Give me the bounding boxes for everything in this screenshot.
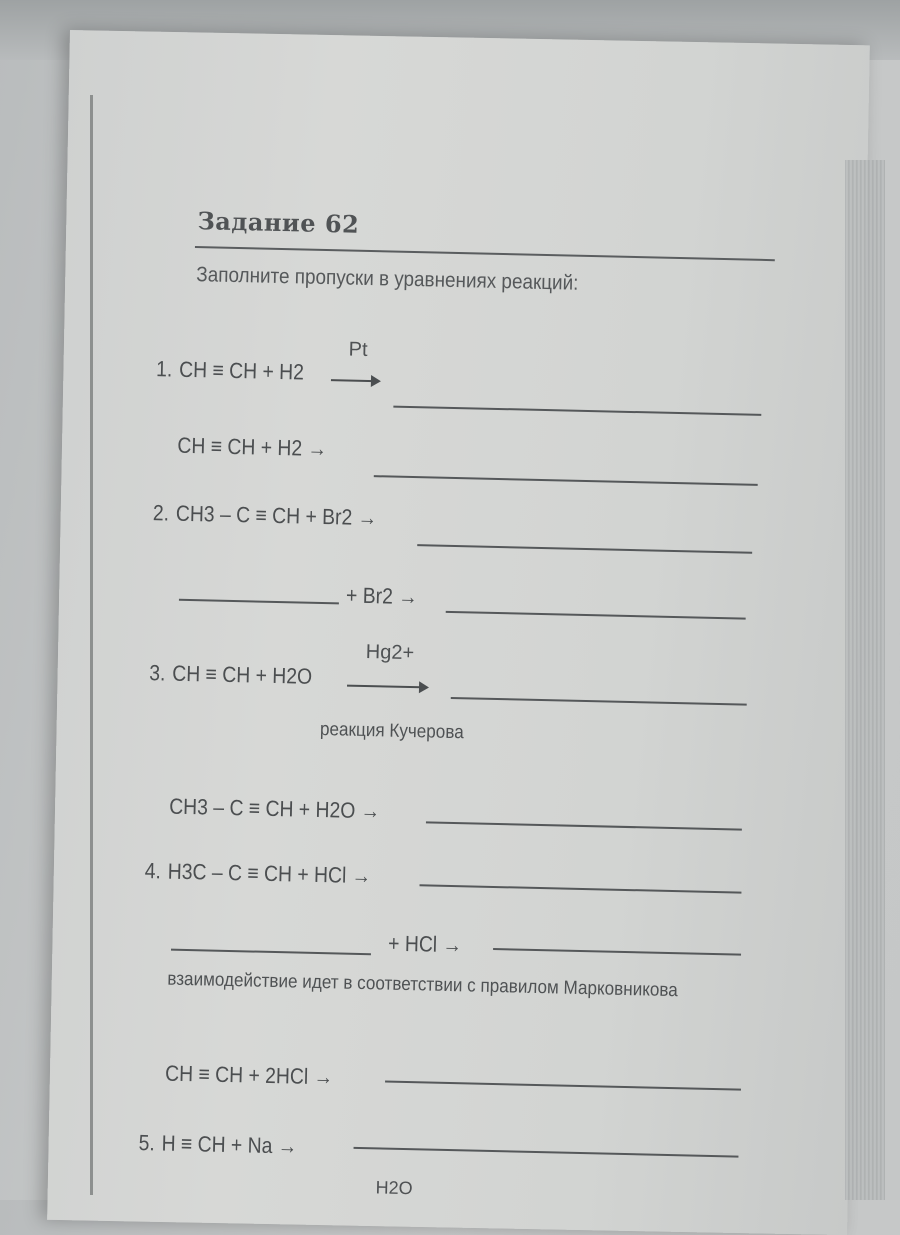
equation-4c: CH ≡ CH + 2HCl → [164, 1060, 334, 1090]
equation-1b: CH ≡ CH + H2 → [177, 432, 328, 462]
equation-3a: CH ≡ CH + H2O [171, 660, 313, 689]
equation-2-number: 2. [152, 500, 170, 526]
task-instruction: Заполните пропуски в уравнениях реакций: [196, 263, 579, 295]
answer-blank-2b-left[interactable] [179, 599, 339, 605]
answer-blank-2b-right[interactable] [446, 611, 746, 620]
answer-blank-4c[interactable] [385, 1081, 741, 1091]
answer-blank-1b[interactable] [374, 475, 758, 486]
answer-blank-3a[interactable] [451, 697, 747, 706]
answer-blank-5a[interactable] [354, 1147, 739, 1158]
partial-line-5b: H2O [375, 1177, 413, 1199]
equation-1a: CH ≡ CH + H2 [178, 356, 305, 385]
catalyst-pt-label: Pt [348, 338, 368, 361]
answer-blank-4b-left[interactable] [171, 949, 371, 956]
equation-2b: + Br2 → [345, 582, 418, 610]
catalyst-hg-label: Hg2+ [365, 641, 415, 665]
markovnikov-rule-note: взаимодействие идет в соответствии с правилом Марковникова [167, 968, 679, 1002]
equation-3-number: 3. [148, 660, 166, 686]
task-title: Задание 62 [197, 206, 360, 239]
reaction-arrow [331, 379, 379, 382]
equation-4a: H3C – C ≡ CH + HCl → [167, 858, 372, 889]
title-underline [195, 246, 775, 261]
equation-1-number: 1. [155, 356, 173, 382]
equation-4-number: 4. [144, 858, 162, 884]
equation-2a: CH3 – C ≡ CH + Br2 → [175, 500, 378, 531]
kucherov-reaction-note: реакция Кучерова [319, 718, 464, 744]
answer-blank-1a[interactable] [393, 406, 761, 416]
equation-4b: + HCl → [387, 930, 463, 958]
answer-blank-4a[interactable] [419, 884, 741, 893]
answer-blank-2a[interactable] [417, 544, 752, 554]
equation-5-number: 5. [138, 1129, 156, 1156]
equation-5a: H ≡ CH + Na → [161, 1130, 298, 1159]
equation-3b: CH3 – C ≡ CH + H2O → [168, 793, 381, 824]
answer-blank-4b-right[interactable] [493, 948, 741, 956]
reaction-arrow [347, 685, 427, 689]
answer-blank-3b[interactable] [426, 821, 742, 830]
